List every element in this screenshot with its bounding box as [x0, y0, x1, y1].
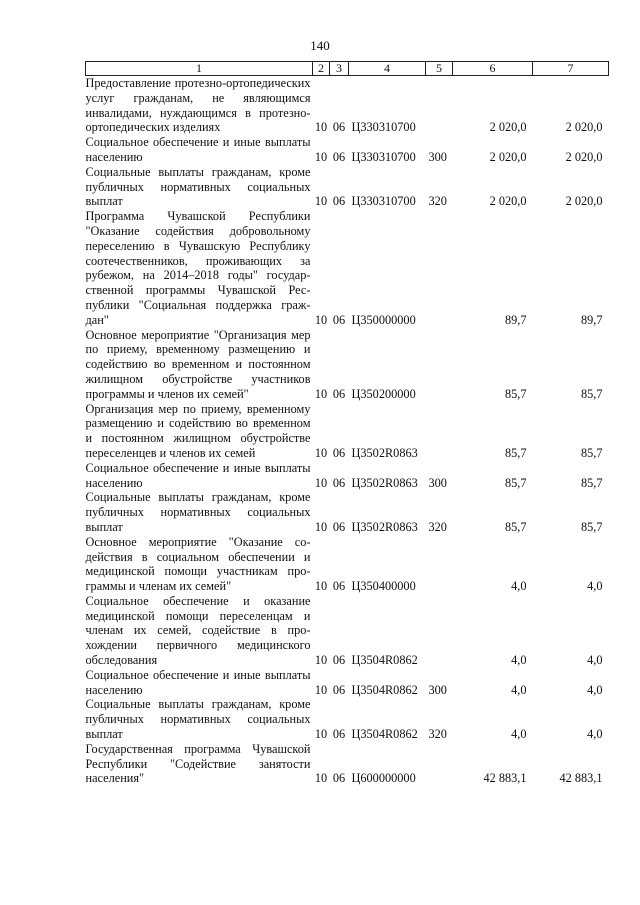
row-description	[86, 668, 313, 698]
target-article-code: Ц330310700	[351, 120, 416, 135]
expense-type-code: 300	[428, 682, 447, 697]
row-description-text: Социальное обеспечение и иные выплаты населению	[85, 460, 311, 490]
row-description	[86, 742, 313, 786]
amount-year-2: 4,0	[587, 579, 603, 594]
table-row	[86, 165, 609, 209]
row-description	[86, 135, 313, 165]
header-cell: 7	[533, 62, 609, 76]
amount-year-1: 4,0	[511, 727, 527, 742]
row-description-text: Программа Чувашской Республики "Оказание содействия добровольному переселению в Чувашскую Республику соотечественников, проживающих за рубежом, на 2014–2018 годы" государственной программы Чувашской Республики "Социальная поддержка граждан"	[85, 209, 311, 327]
subsection-code: 06	[332, 682, 346, 697]
header-cell: 1	[86, 62, 313, 76]
subsection-code: 06	[332, 519, 346, 534]
row-description-text: Основное мероприятие "Организация мер по приему, временному размещению и содействию во временном и постоянном жилищном обустройстве участников программы и членов их семей"	[85, 327, 311, 401]
target-article-code: Ц3502R0863	[351, 519, 418, 534]
expense-type-code: 320	[428, 194, 447, 209]
section-code: 10	[314, 149, 328, 164]
row-description-text: Социальные выплаты гражданам, кроме публичных нормативных социальных выплат	[85, 164, 311, 209]
amount-year-1: 42 883,1	[483, 771, 527, 786]
section-code: 10	[314, 771, 328, 786]
subsection-code: 06	[332, 579, 346, 594]
table-row	[86, 535, 609, 594]
header-cell: 2	[313, 62, 330, 76]
header-cell: 5	[426, 62, 453, 76]
section-code: 10	[314, 579, 328, 594]
amount-year-1: 4,0	[511, 653, 527, 668]
row-description	[86, 328, 313, 402]
target-article-code: Ц330310700	[351, 149, 416, 164]
target-article-code: Ц330310700	[351, 194, 416, 209]
amount-year-1: 4,0	[511, 682, 527, 697]
table-row	[86, 668, 609, 698]
expense-type-code	[426, 209, 453, 327]
amount-year-1: 4,0	[511, 579, 527, 594]
subsection-code: 06	[332, 653, 346, 668]
expense-type-code	[426, 76, 453, 136]
section-code: 10	[314, 194, 328, 209]
row-description-text: Социальные выплаты гражданам, кроме публичных нормативных социальных выплат	[85, 697, 311, 742]
amount-year-2: 85,7	[580, 445, 603, 460]
amount-year-1: 85,7	[504, 475, 527, 490]
expense-type-code: 300	[428, 149, 447, 164]
row-description	[86, 165, 313, 209]
row-description-text: Основное мероприятие "Оказание содействия в социальном обеспечении и медицинской помощи участникам программы и членам их семей"	[85, 534, 311, 594]
target-article-code: Ц3504R0862	[351, 682, 418, 697]
amount-year-1: 89,7	[504, 312, 527, 327]
subsection-code: 06	[332, 149, 346, 164]
subsection-code: 06	[332, 194, 346, 209]
row-description-text: Социальное обеспечение и иные выплаты населению	[85, 667, 311, 697]
table-row	[86, 461, 609, 491]
row-description-text: Предоставление протезно-ортопедических услуг гражданам, не являющимся инвалидами, нуждающимся в протезно-ортопедических изделиях	[85, 76, 311, 135]
expense-type-code: 300	[428, 475, 447, 490]
table-row	[86, 697, 609, 741]
amount-year-2: 85,7	[580, 475, 603, 490]
table-row	[86, 742, 609, 786]
amount-year-2: 4,0	[587, 727, 603, 742]
row-description-text: Социальное обеспечение и оказание медицинской помощи переселенцам и членам их семей, содействие в прохождении первичного медицинского обследования	[85, 593, 311, 668]
header-cell: 3	[330, 62, 349, 76]
section-code: 10	[314, 653, 328, 668]
expense-type-code	[426, 535, 453, 594]
table-row	[86, 76, 609, 136]
table-row	[86, 402, 609, 461]
amount-year-2: 85,7	[580, 519, 603, 534]
row-description-text: Социальное обеспечение и иные выплаты населению	[85, 135, 311, 164]
page-number: 140	[310, 38, 330, 53]
section-code: 10	[314, 475, 328, 490]
table-header-row	[86, 62, 609, 76]
section-code: 10	[314, 386, 328, 401]
amount-year-2: 85,7	[580, 386, 603, 401]
header-cell: 4	[349, 62, 426, 76]
section-code: 10	[314, 445, 328, 460]
amount-year-1: 85,7	[504, 519, 527, 534]
subsection-code: 06	[332, 727, 346, 742]
table-row	[86, 209, 609, 327]
expense-type-code: 320	[428, 727, 447, 742]
target-article-code: Ц600000000	[351, 771, 416, 786]
amount-year-1: 85,7	[504, 445, 527, 460]
amount-year-2: 42 883,1	[559, 771, 603, 786]
target-article-code: Ц3502R0863	[351, 475, 418, 490]
subsection-code: 06	[332, 475, 346, 490]
table-row	[86, 490, 609, 534]
row-description-text: Организация мер по приему, временному размещению и содействию во временном и постоянном жилищном обустройстве переселенцев и членов их семей	[85, 401, 311, 460]
amount-year-2: 4,0	[587, 653, 603, 668]
target-article-code: Ц3502R0863	[351, 445, 418, 460]
row-description	[86, 697, 313, 741]
row-description-text: Государственная программа Чувашской Республики "Содействие занятости населения"	[85, 741, 311, 786]
subsection-code: 06	[332, 386, 346, 401]
amount-year-2: 2 020,0	[565, 194, 603, 209]
subsection-code: 06	[332, 120, 346, 135]
subsection-code: 06	[332, 445, 346, 460]
section-code: 10	[314, 519, 328, 534]
row-description	[86, 535, 313, 594]
table-row	[86, 328, 609, 402]
amount-year-2: 2 020,0	[565, 149, 603, 164]
row-description	[86, 402, 313, 461]
amount-year-1: 85,7	[504, 386, 527, 401]
target-article-code: Ц3504R0862	[351, 727, 418, 742]
target-article-code: Ц350400000	[351, 579, 416, 594]
amount-year-2: 89,7	[580, 312, 603, 327]
amount-year-1: 2 020,0	[489, 120, 527, 135]
expense-type-code	[426, 328, 453, 402]
amount-year-2: 4,0	[587, 682, 603, 697]
expense-type-code: 320	[428, 519, 447, 534]
subsection-code: 06	[332, 771, 346, 786]
row-description	[86, 490, 313, 534]
row-description	[86, 461, 313, 491]
expense-type-code	[426, 742, 453, 786]
amount-year-2: 2 020,0	[565, 120, 603, 135]
target-article-code: Ц350200000	[351, 386, 416, 401]
section-code: 10	[314, 727, 328, 742]
expense-type-code	[426, 402, 453, 461]
subsection-code: 06	[332, 312, 346, 327]
header-cell: 6	[453, 62, 533, 76]
table-row	[86, 594, 609, 668]
table-row	[86, 135, 609, 165]
amount-year-1: 2 020,0	[489, 149, 527, 164]
row-description	[86, 209, 313, 327]
row-description	[86, 76, 313, 136]
section-code: 10	[314, 312, 328, 327]
row-description	[86, 594, 313, 668]
expense-type-code	[426, 594, 453, 668]
section-code: 10	[314, 682, 328, 697]
amount-year-1: 2 020,0	[489, 194, 527, 209]
section-code: 10	[314, 120, 328, 135]
target-article-code: Ц3504R0862	[351, 653, 418, 668]
target-article-code: Ц350000000	[351, 312, 416, 327]
budget-table	[85, 61, 609, 786]
row-description-text: Социальные выплаты гражданам, кроме публичных нормативных социальных выплат	[85, 490, 311, 534]
